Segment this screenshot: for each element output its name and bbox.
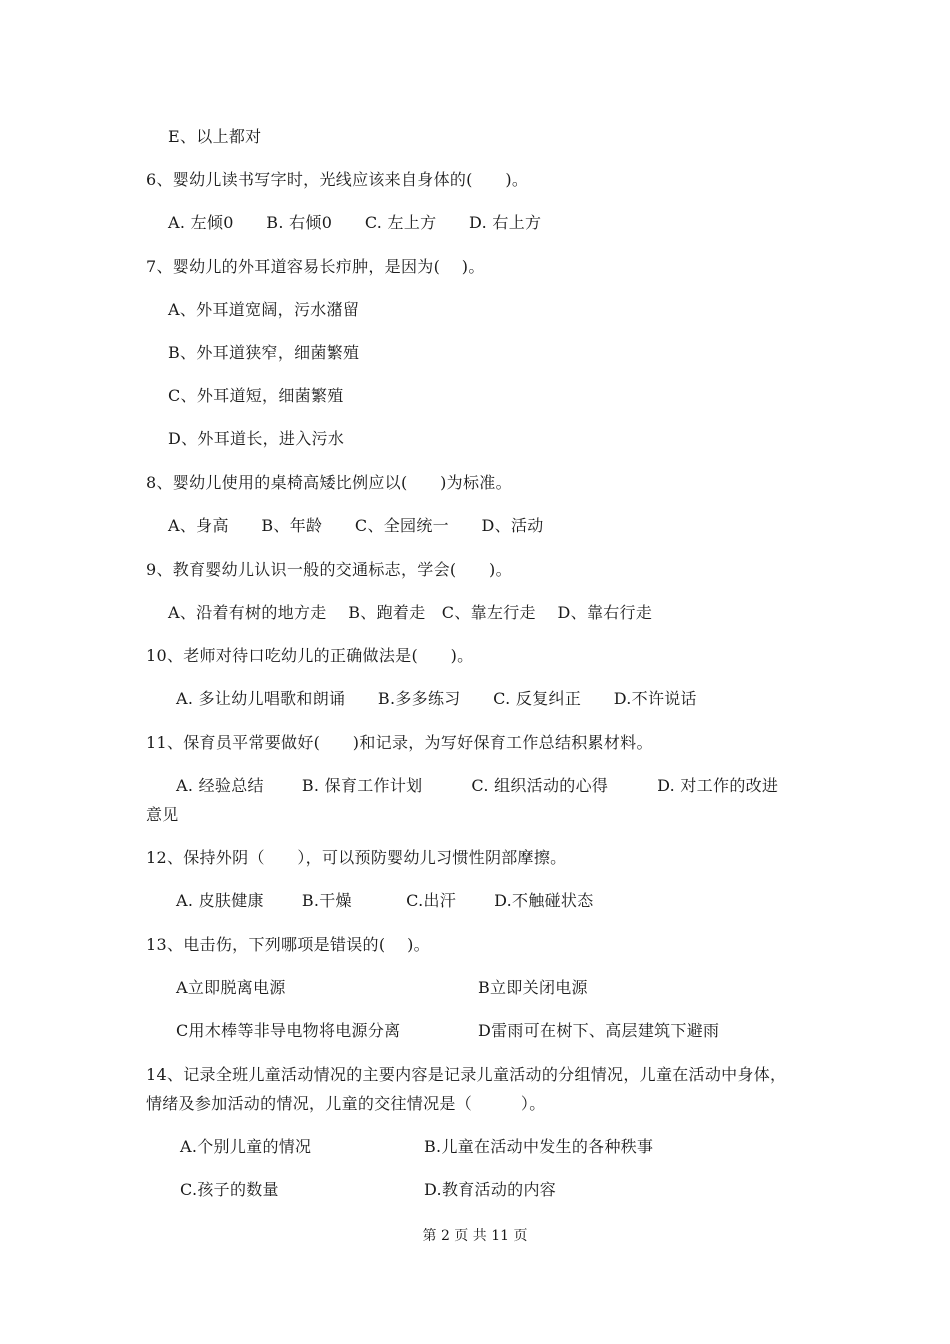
question-14-option-b: B.儿童在活动中发生的各种秩事 — [424, 1137, 654, 1156]
question-13-option-a: A立即脱离电源 — [176, 978, 286, 997]
question-7-option-a: A、外耳道宽阔，污水潴留 — [168, 300, 360, 319]
question-12: 12、保持外阴（ ），可以预防婴幼儿习惯性阴部摩擦。 — [146, 848, 567, 867]
question-6-options: A. 左倾0 B. 右倾0 C. 左上方 D. 右上方 — [168, 213, 542, 232]
question-14-line-2: 情绪及参加活动的情况，儿童的交往情况是（ ）。 — [146, 1094, 546, 1113]
question-14-option-a: A.个别儿童的情况 — [180, 1137, 312, 1156]
q5-option-e: E、以上都对 — [168, 127, 262, 146]
question-6: 6、婴幼儿读书写字时，光线应该来自身体的( )。 — [146, 170, 529, 189]
question-7-option-c: C、外耳道短，细菌繁殖 — [168, 386, 344, 405]
question-10-options: A. 多让幼儿唱歌和朗诵 B.多多练习 C. 反复纠正 D.不许说话 — [176, 689, 697, 708]
question-14-option-c: C.孩子的数量 — [180, 1180, 279, 1199]
question-7-option-d: D、外耳道长，进入污水 — [168, 429, 345, 448]
question-13-option-c: C用木棒等非导电物将电源分离 — [176, 1021, 401, 1040]
question-12-options: A. 皮肤健康 B.干燥 C.出汗 D.不触碰状态 — [176, 891, 594, 910]
page-footer: 第 2 页 共 11 页 — [422, 1228, 528, 1244]
question-11-options-continued: 意见 — [146, 805, 179, 824]
question-14-line-1: 14、记录全班儿童活动情况的主要内容是记录儿童活动的分组情况，儿童在活动中身体， — [146, 1065, 787, 1084]
question-7: 7、婴幼儿的外耳道容易长疖肿，是因为( )。 — [146, 257, 485, 276]
question-7-option-b: B、外耳道狭窄，细菌繁殖 — [168, 343, 360, 362]
question-9: 9、教育婴幼儿认识一般的交通标志，学会( )。 — [146, 560, 512, 579]
question-13: 13、电击伤，下列哪项是错误的( )。 — [146, 935, 430, 954]
question-10: 10、老师对待口吃幼儿的正确做法是( )。 — [146, 646, 474, 665]
question-11-options: A. 经验总结 B. 保育工作计划 C. 组织活动的心得 D. 对工作的改进 — [176, 776, 779, 795]
question-9-options: A、沿着有树的地方走 B、跑着走 C、靠左行走 D、靠右行走 — [168, 603, 653, 622]
question-8-options: A、身高 B、年龄 C、全园统一 D、活动 — [168, 516, 544, 535]
question-11: 11、保育员平常要做好( )和记录，为写好保育工作总结积累材料。 — [146, 733, 653, 752]
question-8: 8、婴幼儿使用的桌椅高矮比例应以( )为标准。 — [146, 473, 512, 492]
question-13-option-d: D雷雨可在树下、高层建筑下避雨 — [478, 1021, 720, 1040]
question-14-option-d: D.教育活动的内容 — [424, 1180, 557, 1199]
question-13-option-b: B立即关闭电源 — [478, 978, 588, 997]
